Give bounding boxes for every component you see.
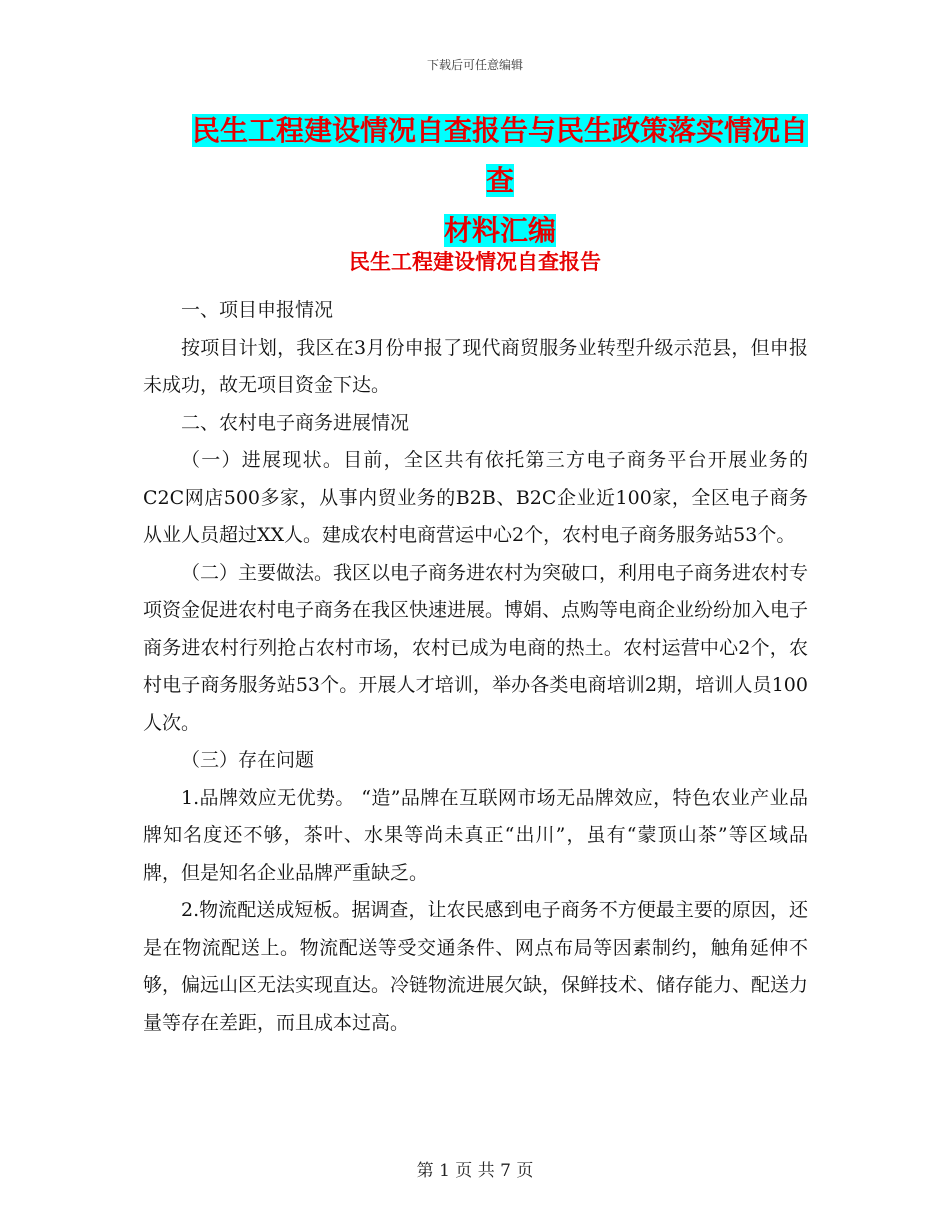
subheading-existing-problems: （三）存在问题 [181, 749, 315, 771]
heading-ecommerce-progress: 二、农村电子商务进展情况 [181, 411, 410, 434]
paragraph: 按项目计划，我区在3月份申报了现代商贸服务业转型升级示范县，但申报未成功，故无项目资金下达。 [143, 336, 808, 396]
page-footer: 第 1 页 共 7 页 [416, 1161, 534, 1181]
paragraph: 2.物流配送成短板。据调查，让农民感到电子商务不方便最主要的原因，还是在物流配送上。物流配送等受交通条件、网点布局等因素制约，触角延伸不够，偏远山区无法实现直达。冷链物流进展欠缺，保鲜技术、储存能力、配送力量等存在差距，而且成本过高。 [143, 899, 809, 1034]
document-title-line1: 民生工程建设情况自查报告与民生政策落实情况自查 [191, 114, 808, 197]
section-title: 民生工程建设情况自查报告 [349, 250, 601, 274]
paragraph: （二）主要做法。我区以电子商务进农村为突破口，利用电子商务进农村专项资金促进农村电子商务在我区快速进展。博娟、点购等电商企业纷纷加入电子商务进农村行列抢占农村市场，农村已成为电商的热土。农村运营中心2个，农村电子商务服务站53个。开展人才培训，举办各类电商培训2期，培训人员100人次。 [143, 561, 809, 734]
page-header: 下载后可任意编辑 [426, 58, 523, 72]
heading-project-declaration: 一、项目申报情况 [181, 299, 334, 321]
document-title [190, 106, 810, 256]
body-text [143, 292, 808, 1042]
paragraph: 1.品牌效应无优势。 “造”品牌在互联网市场无品牌效应，特色农业产业品牌知名度还不够，茶叶、水果等尚未真正“出川”，虽有“蒙顶山茶”等区域品牌，但是知名企业品牌严重缺乏。 [143, 786, 808, 884]
document-title-line2: 材料汇编 [443, 214, 556, 247]
paragraph: （一）进展现状。目前，全区共有依托第三方电子商务平台开展业务的C2C网店500多家，从事内贸业务的B2B、B2C企业近100家，全区电子商务从业人员超过XX人。建成农村电商营运中心2个，农村电子商务服务站53个。 [143, 449, 808, 546]
